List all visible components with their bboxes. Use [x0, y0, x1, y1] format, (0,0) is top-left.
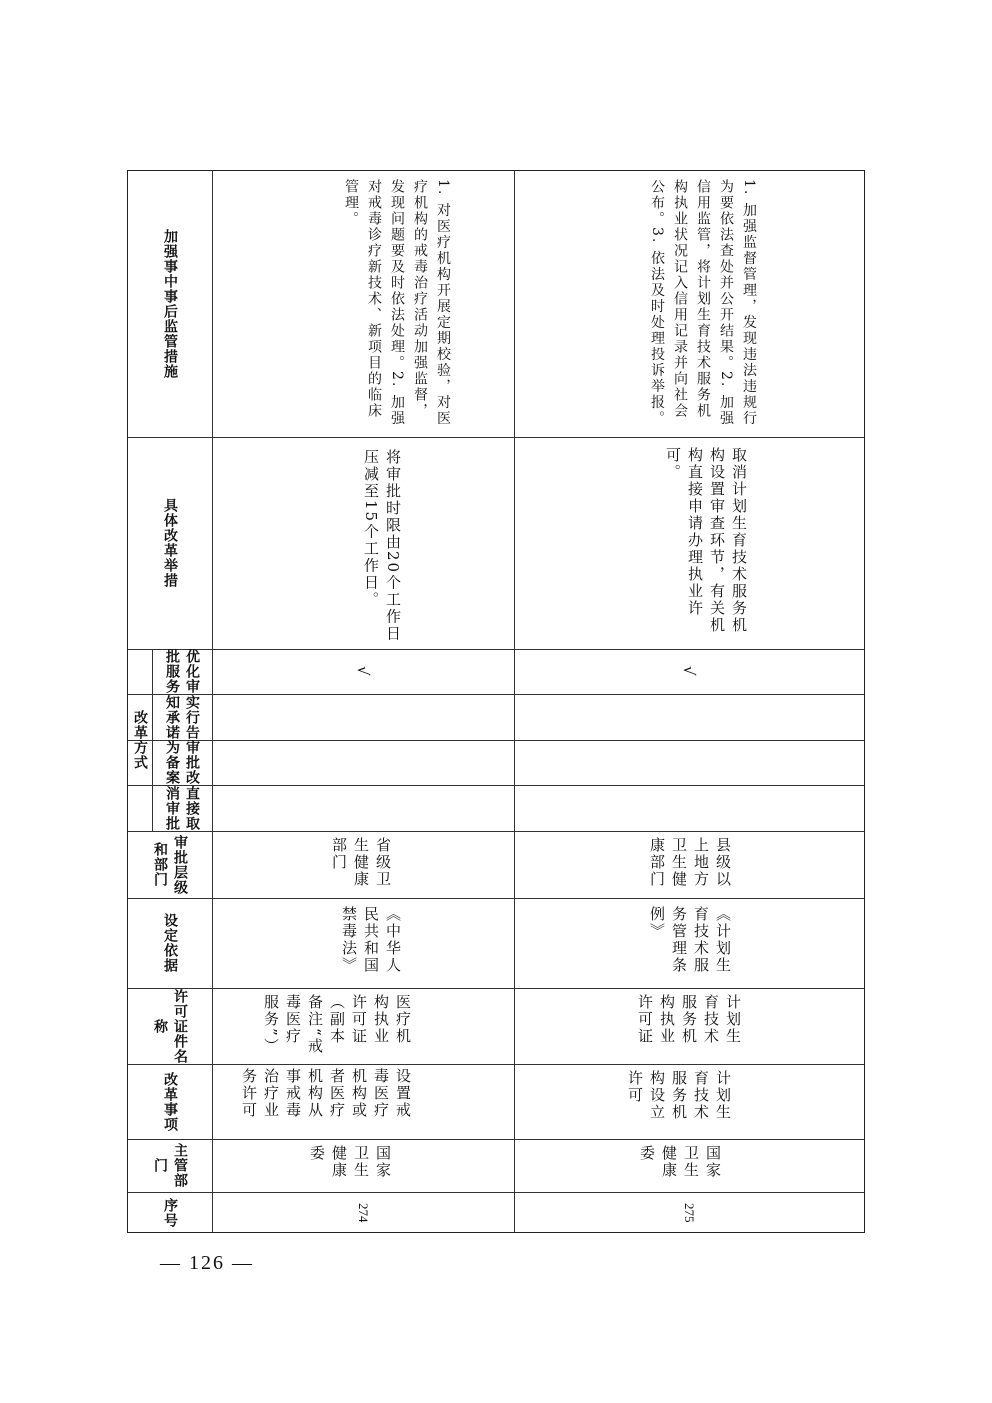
row-275-mode-cancel [514, 785, 864, 831]
row-275-measures: 取消计划生育技术服务机构设置审查环节，有关机构直接申请办理执业许可。 [664, 447, 748, 634]
header-basis: 设定依据 [162, 913, 178, 973]
row-274-basis: 《中华人民共和国禁毒法》 [340, 906, 402, 974]
row-275-item: 计划生育技术服务机构设立许可 [626, 1070, 732, 1121]
header-license: 许可证件名称 [152, 988, 188, 1064]
row-274-mode-cancel [212, 785, 514, 831]
header-mode-optimize: 优化审批服务 [164, 649, 200, 694]
row-275-license: 计划生育技术服务机构执业许可证 [636, 994, 742, 1045]
row-274-mode-notify [212, 694, 514, 740]
row-275-basis: 《计划生育技术服务管理条例》 [648, 906, 732, 974]
row-275-mode-record [514, 740, 864, 785]
row-274-license: 医疗机构执业许可证（副本备注“戒毒医疗服务”） [262, 994, 412, 1055]
policy-table [127, 170, 865, 1233]
header-level: 审批层级和部门 [152, 834, 188, 895]
page-number: — 126 — [160, 1252, 254, 1274]
row-274-dept: 国家卫生健康委 [308, 1145, 392, 1179]
row-275-supervision: 1. 加强监督管理，发现违法违规行为要依法查处并公开结果。2. 加强信用监管，将计划生育技术服务机构执业状况记入信用记录并向社会公布。3. 依法及时处理投诉举报。 [649, 179, 757, 427]
header-measures: 具体改革举措 [162, 498, 178, 588]
row-274-mode-record [212, 740, 514, 785]
header-reform-mode: 改革方式 [132, 710, 148, 770]
header-mode-record: 审批改为备案 [164, 740, 200, 785]
row-274-supervision: 1. 对医疗机构开展定期校验，对医疗机构的戒毒治疗活动加强监督，发现问题要及时依法处理。2. 加强对戒毒诊疗新技术、新项目的临床管理。 [343, 179, 451, 427]
header-dept: 主管部门 [152, 1143, 188, 1188]
row-274-level: 省级卫生健康部门 [330, 837, 392, 888]
header-supervision: 加强事中事后监管措施 [162, 229, 178, 379]
row-275-seq: 275 [682, 1203, 697, 1223]
row-275-mode-optimize: √ [680, 665, 698, 678]
row-275-mode-notify [514, 694, 864, 740]
row-274-measures: 将审批时限由20个工作日压减至15个工作日。 [362, 449, 402, 643]
header-mode-cancel: 直接取消审批 [164, 785, 200, 831]
header-mode-notify: 实行告知承诺 [164, 694, 200, 740]
row-275-dept: 国家卫生健康委 [638, 1145, 722, 1179]
header-item: 改革事项 [162, 1071, 178, 1132]
row-275-level: 县级以上地方卫生健康部门 [648, 837, 732, 888]
row-274-item: 设置戒毒医疗机构或者医疗机构从事戒毒治疗业务许可 [240, 1068, 412, 1119]
row-274-seq: 274 [356, 1203, 371, 1223]
row-274-mode-optimize: √ [354, 665, 372, 678]
header-seq: 序号 [162, 1198, 178, 1228]
